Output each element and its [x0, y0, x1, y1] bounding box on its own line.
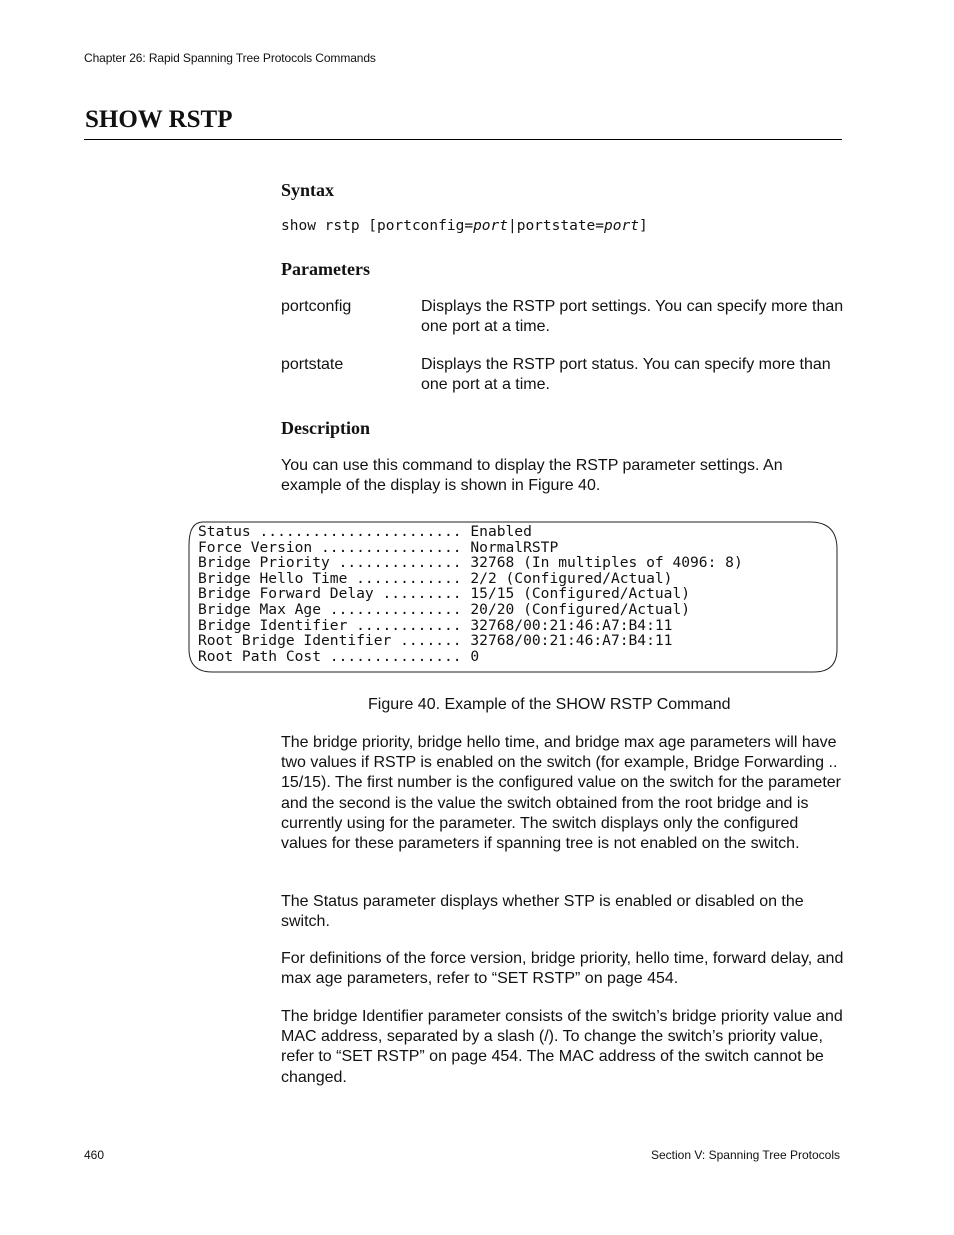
- syntax-heading: Syntax: [281, 180, 335, 200]
- description-heading: Description: [281, 418, 370, 438]
- syntax-arg-port: port: [473, 218, 508, 234]
- code-line: Bridge Forward Delay ......... 15/15 (Configured/Actual): [198, 585, 691, 603]
- footer-section: Section V: Spanning Tree Protocols: [651, 1148, 840, 1162]
- code-line: Bridge Hello Time ............ 2/2 (Configured/Actual): [198, 569, 673, 587]
- code-line: Force Version ................ NormalRSTP: [198, 538, 559, 556]
- syntax-separator: |portstate=: [507, 218, 605, 234]
- figure-caption: Figure 40. Example of the SHOW RSTP Command: [368, 696, 731, 713]
- code-line: Bridge Identifier ............ 32768/00:21:46:A7:B4:11: [198, 616, 673, 634]
- description-intro: You can use this command to display the RSTP parameter settings. An example of the display is shown in Figure 40.: [281, 457, 783, 495]
- param-name-portconfig: portconfig: [281, 298, 352, 315]
- body-paragraph: The Status parameter displays whether STP is enabled or disabled on the switch.: [281, 893, 804, 931]
- title-rule: [84, 139, 842, 140]
- body-paragraph: The bridge priority, bridge hello time, and bridge max age parameters will have two values if RSTP is enabled on the switch (for example, Bridge Forwarding .. 15/15). The first number is the configured value on the switch for the parameter and the second is the value the switch obtained from the root bridge and is currently using for the parameter. The switch displays only the configured values for these parameters if spanning tree is not enabled on the switch.: [281, 734, 841, 853]
- page-number: 460: [84, 1148, 105, 1162]
- syntax-prefix: show rstp [portconfig=: [281, 218, 474, 234]
- running-header: Chapter 26: Rapid Spanning Tree Protocols Commands: [84, 51, 376, 65]
- syntax-arg-port: port: [604, 218, 639, 234]
- code-line: Root Bridge Identifier ....... 32768/00:21:46:A7:B4:11: [198, 632, 673, 650]
- code-output: [198, 524, 743, 664]
- body-paragraph: For definitions of the force version, bridge priority, hello time, forward delay, and max age parameters, refer to “SET RSTP” on page 454.: [281, 950, 844, 988]
- page-title: SHOW RSTP: [85, 106, 233, 133]
- syntax-command: [281, 218, 648, 234]
- param-desc-portstate: Displays the RSTP port status. You can specify more than one port at a time.: [421, 356, 831, 393]
- code-example-box: [188, 521, 838, 673]
- body-paragraph: The bridge Identifier parameter consists of the switch’s bridge priority value and MAC address, separated by a slash (/). To change the switch’s priority value, refer to “SET RSTP” on page 454. The MAC address of the switch cannot be changed.: [281, 1008, 843, 1086]
- param-desc-portconfig: Displays the RSTP port settings. You can specify more than one port at a time.: [421, 298, 844, 335]
- code-line: Root Path Cost ............... 0: [198, 647, 480, 665]
- parameters-heading: Parameters: [281, 259, 370, 279]
- syntax-suffix: ]: [638, 218, 648, 234]
- code-line: Bridge Max Age ............... 20/20 (Configured/Actual): [198, 600, 691, 618]
- code-line: Bridge Priority .............. 32768 (In multiples of 4096: 8): [198, 554, 743, 572]
- param-name-portstate: portstate: [281, 356, 344, 373]
- code-line: Status ....................... Enabled: [198, 523, 532, 540]
